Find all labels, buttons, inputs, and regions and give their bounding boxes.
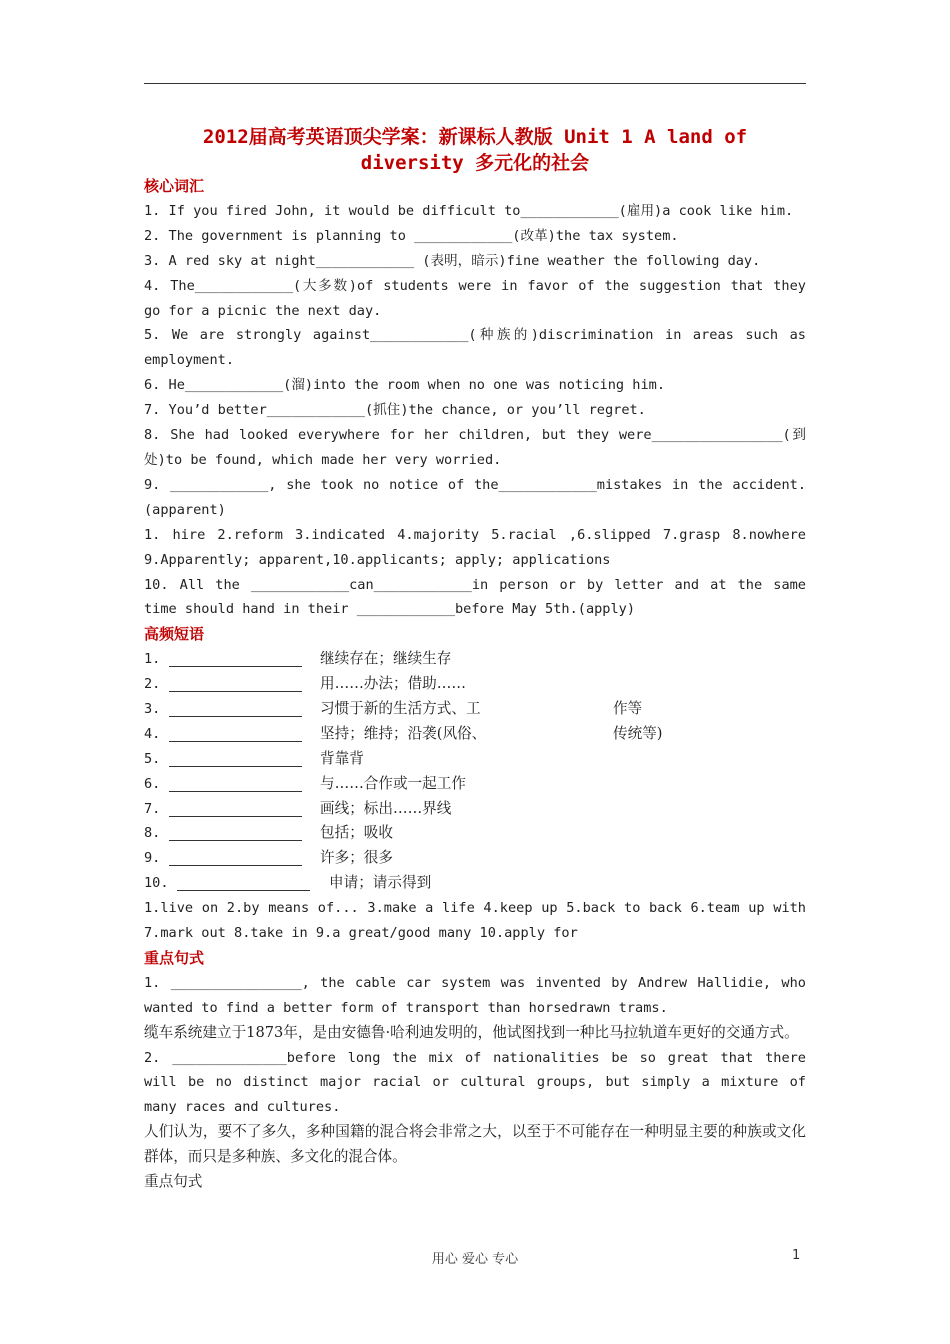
- sentence-1-chinese: 缆车系统建立于1873年，是由安德鲁·哈利迪发明的，他试图找到一种比马拉轨道车更好的交通方式。: [144, 1023, 799, 1041]
- sentence-1-english: 1. ________________, the cable car system was invented by Andrew Hallidie, who wanted to find a better form of transport than horsedrawn trams.: [144, 974, 806, 1016]
- phrase-item: [144, 697, 806, 722]
- phrase-number: 7.: [144, 800, 161, 817]
- phrase-item: [144, 647, 806, 672]
- phrase-meaning: 与……合作或一起工作: [320, 774, 466, 792]
- title-line-1: 2012届高考英语顶尖学案：新课标人教版 Unit 1 A land of: [202, 126, 748, 148]
- phrase-item: [144, 747, 806, 772]
- vocab-answers: 1. hire 2.reform 3.indicated 4.majority 5.racial ,6.slipped 7.grasp 8.nowhere 9.Apparently; apparent,10.applicants; apply; applications: [144, 526, 806, 568]
- phrase-item: [144, 722, 806, 747]
- title-line-2: diversity 多元化的社会: [360, 152, 590, 174]
- header-rule: [144, 83, 806, 84]
- phrase-meaning: 继续存在；继续生存: [320, 650, 452, 668]
- phrase-number: 1.: [144, 651, 161, 668]
- phrase-number: 5.: [144, 750, 161, 767]
- phrase-meaning: 包括；吸收: [320, 824, 393, 842]
- section-heading-vocab: 核心词汇: [144, 177, 205, 195]
- phrase-blank: [177, 890, 310, 891]
- document-body: [144, 174, 806, 1195]
- section-heading-phrases: 高频短语: [144, 625, 205, 644]
- phrase-blank: [169, 741, 302, 742]
- phrase-blank: [169, 840, 302, 841]
- phrase-meaning: 用……办法；借助……: [320, 675, 466, 693]
- phrase-number: 8.: [144, 825, 161, 842]
- phrase-meaning: 画线；标出……界线: [320, 799, 452, 817]
- phrase-blank: [169, 791, 302, 792]
- phrase-number: 2.: [144, 676, 161, 693]
- phrase-number: 9.: [144, 850, 161, 867]
- phrase-blank: [169, 691, 302, 692]
- phrase-item: [144, 871, 806, 896]
- vocab-item-8: 8. She had looked everywhere for her children, but they were________________(到处)to be found, which made her very worried.: [144, 427, 806, 468]
- phrase-item: [144, 846, 806, 871]
- vocab-item-6: 6. He____________(溜)into the room when no one was noticing him.: [144, 377, 666, 394]
- sentence-2-chinese: 人们认为，要不了多久，多种国籍的混合将会非常之大，以至于不可能存在一种明显主要的种族或文化群体，而只是多种族、多文化的混合体。: [144, 1123, 806, 1166]
- vocab-item-3: 3. A red sky at night____________ (表明，暗示)fine weather the following day.: [144, 252, 761, 269]
- phrase-number: 6.: [144, 775, 161, 792]
- phrase-blank: [169, 766, 302, 767]
- phrase-number: 10.: [144, 875, 169, 892]
- sentences-tail-label: 重点句式: [144, 1173, 203, 1191]
- phrase-item: [144, 821, 806, 846]
- vocab-item-5: 5. We are strongly against____________(种族的)discrimination in areas such as employment.: [144, 327, 806, 369]
- page-number: 1: [792, 1248, 801, 1263]
- phrase-item: [144, 672, 806, 697]
- phrase-number: 4.: [144, 725, 161, 742]
- phrase-blank: [169, 666, 302, 667]
- vocab-item-7: 7. You’d better____________(抓住)the chance, or you’ll regret.: [144, 402, 646, 419]
- phrase-blank: [169, 865, 302, 866]
- phrase-answers: 1.live on 2.by means of... 3.make a life 4.keep up 5.back to back 6.team up with 7.mark out 8.take in 9.a great/good many 10.apply for: [144, 900, 806, 942]
- phrase-blank: [169, 716, 302, 717]
- phrase-meaning: 坚持；维持；沿袭(风俗、: [320, 724, 487, 742]
- vocab-item-2: 2. The government is planning to ____________(改革)the tax system.: [144, 227, 679, 244]
- phrase-number: 3.: [144, 701, 161, 717]
- document-title: [144, 124, 806, 176]
- phrase-meaning-continued: 传统等): [613, 724, 663, 742]
- phrase-meaning: 习惯于新的生活方式、工: [320, 700, 481, 717]
- vocab-item-1: 1. If you fired John, it would be difficult to____________(雇用)a cook like him.: [144, 202, 794, 219]
- sentence-2-english: 2. ______________before long the mix of nationalities be so great that there will be no distinct major racial or cultural groups, but simply a mixture of many races and cultures.: [144, 1049, 806, 1116]
- vocab-item-4: 4. The____________(大多数)of students were in favor of the suggestion that they go for a picnic the next day.: [144, 277, 806, 319]
- vocab-item-10: 10. All the ____________can____________in person or by letter and at the same time should hand in their ____________before May 5th.(apply): [144, 576, 806, 618]
- page-footer: 用心 爱心 专心: [431, 1252, 519, 1267]
- phrase-meaning: 申请；请示得到: [329, 874, 432, 892]
- section-heading-sentences: 重点句式: [144, 948, 205, 967]
- phrase-item: [144, 772, 806, 797]
- phrase-item: [144, 797, 806, 822]
- phrase-meaning: 许多；很多: [320, 849, 393, 867]
- vocab-item-9: 9. ____________, she took no notice of the____________mistakes in the accident. (apparent): [144, 476, 806, 518]
- phrase-blank: [169, 816, 302, 817]
- phrase-meaning-continued: 作等: [613, 700, 643, 717]
- phrase-meaning: 背靠背: [320, 749, 364, 767]
